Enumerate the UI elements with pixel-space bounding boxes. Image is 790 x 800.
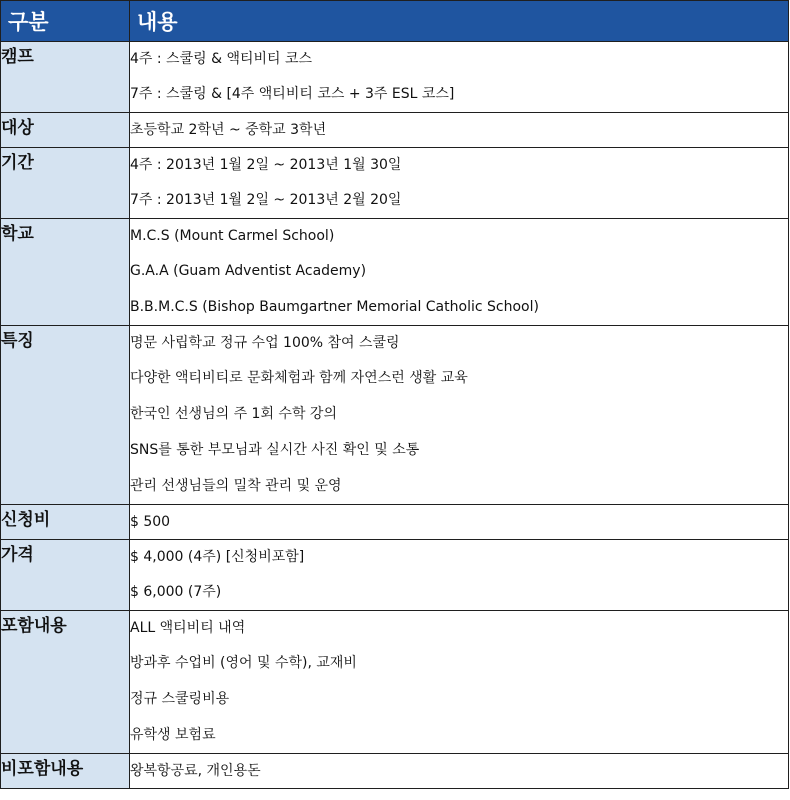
table-row-application-fee	[1, 505, 789, 540]
category-label: 기간	[1, 148, 130, 219]
content-line: 정규 스쿨링비용	[130, 691, 230, 707]
content-line: $ 500	[130, 514, 171, 530]
content-line: B.B.M.C.S (Bishop Baumgartner Memorial Catholic School)	[130, 299, 539, 315]
table-row-excluded	[1, 754, 789, 789]
header-row	[1, 1, 789, 42]
category-label: 캠프	[1, 42, 130, 113]
category-label: 특징	[1, 326, 130, 505]
table-row-target	[1, 113, 789, 148]
content-cell	[130, 326, 789, 505]
table-row-price	[1, 540, 789, 611]
table-row-camp	[1, 42, 789, 113]
content-line: SNS를 통한 부모님과 실시간 사진 확인 및 소통	[130, 442, 420, 458]
content-line: 4주 : 2013년 1월 2일 ~ 2013년 1월 30일	[130, 157, 402, 173]
content-cell	[130, 113, 789, 148]
category-label: 비포함내용	[1, 754, 130, 789]
content-line: 명문 사립학교 정규 수업 100% 참여 스쿨링	[130, 335, 400, 351]
content-line: ALL 액티비티 내역	[130, 620, 246, 636]
content-cell	[130, 148, 789, 219]
category-label: 학교	[1, 219, 130, 326]
content-cell	[130, 540, 789, 611]
content-cell	[130, 505, 789, 540]
content-line: 방과후 수업비 (영어 및 수학), 교재비	[130, 655, 357, 671]
header-category: 구분	[1, 1, 130, 42]
content-cell	[130, 219, 789, 326]
content-line: 관리 선생님들의 밀착 관리 및 운영	[130, 478, 342, 494]
table-row-included	[1, 611, 789, 754]
header-content: 내용	[130, 1, 789, 42]
content-cell	[130, 611, 789, 754]
content-line: 다양한 액티비티로 문화체험과 함께 자연스런 생활 교육	[130, 370, 468, 386]
content-line: 왕복항공료, 개인용돈	[130, 763, 261, 779]
content-line: 한국인 선생님의 주 1회 수학 강의	[130, 406, 337, 422]
category-label: 대상	[1, 113, 130, 148]
content-line: $ 6,000 (7주)	[130, 584, 222, 600]
category-label: 가격	[1, 540, 130, 611]
content-line: 7주 : 스쿨링 & [4주 액티비티 코스 + 3주 ESL 코스]	[130, 86, 455, 102]
table-row-period	[1, 148, 789, 219]
category-label: 포함내용	[1, 611, 130, 754]
table-row-school	[1, 219, 789, 326]
content-line: 7주 : 2013년 1월 2일 ~ 2013년 2월 20일	[130, 192, 402, 208]
content-line: G.A.A (Guam Adventist Academy)	[130, 263, 367, 279]
content-line: $ 4,000 (4주) [신청비포함]	[130, 549, 305, 565]
content-line: 초등학교 2학년 ~ 중학교 3학년	[130, 122, 327, 138]
content-line: 유학생 보험료	[130, 727, 216, 743]
category-label: 신청비	[1, 505, 130, 540]
content-line: 4주 : 스쿨링 & 액티비티 코스	[130, 51, 313, 67]
content-cell	[130, 42, 789, 113]
content-line: M.C.S (Mount Carmel School)	[130, 228, 335, 244]
content-cell	[130, 754, 789, 789]
table-row-features	[1, 326, 789, 505]
